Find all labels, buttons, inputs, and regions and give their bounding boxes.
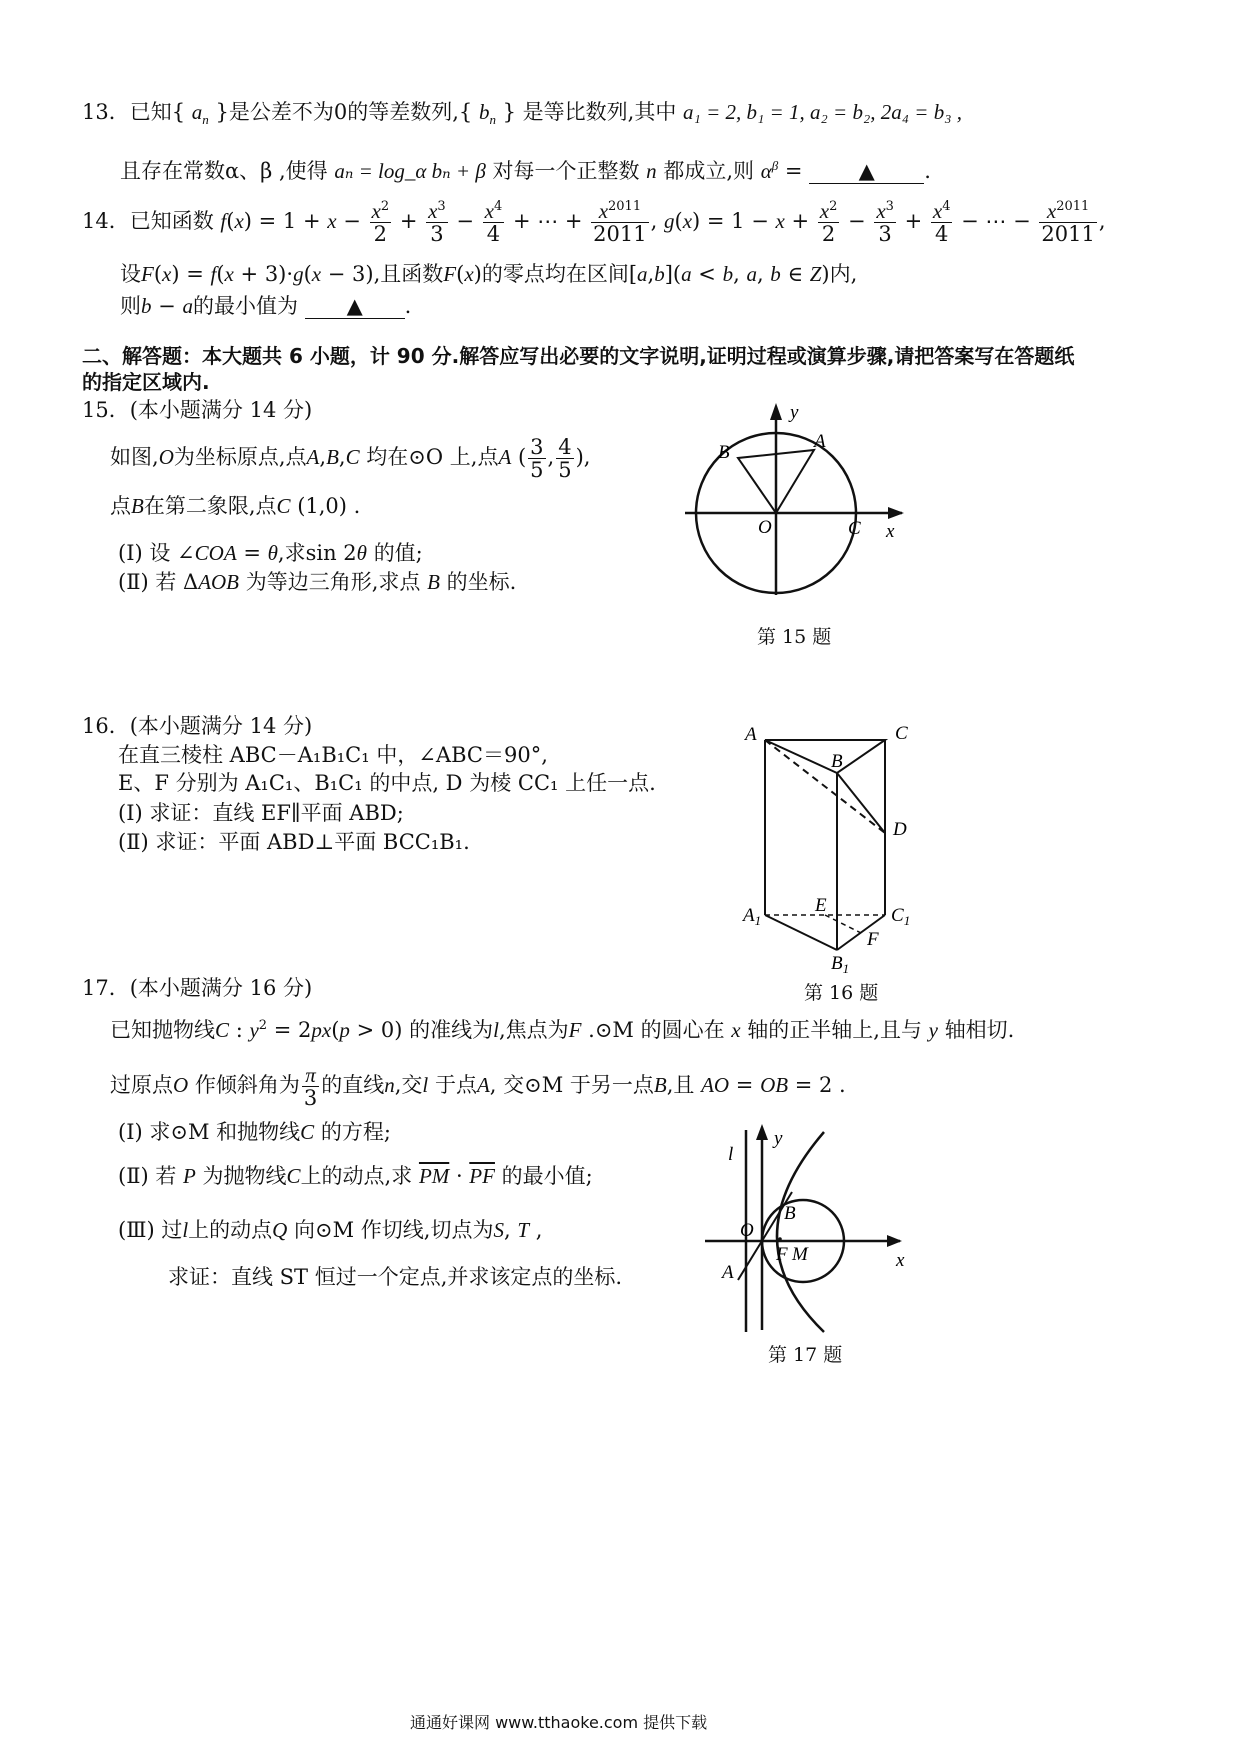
q17-label-A: A: [722, 1262, 734, 1283]
q16-figure: [735, 715, 925, 975]
q17-part1: (Ⅰ) 求⊙M 和抛物线C 的方程;: [118, 1120, 391, 1144]
q17-label-M: M: [792, 1244, 808, 1265]
q17-caption: 第 17 题: [768, 1344, 843, 1366]
q17-part4: 求证：直线 ST 恒过一个定点,并求该定点的坐标.: [168, 1265, 623, 1289]
q16-label-F: F: [867, 929, 879, 950]
q16-label-E: E: [815, 895, 827, 916]
q15-part2: (Ⅱ) 若 ΔAOB 为等边三角形,求点 B 的坐标.: [118, 570, 517, 594]
q17-label-F: F: [776, 1244, 788, 1265]
q13-answer-blank[interactable]: ▲: [809, 159, 924, 184]
q16-line1: 在直三棱柱 ABC－A₁B₁C₁ 中，∠ABC＝90°,: [118, 743, 548, 767]
q15-caption: 第 15 题: [757, 626, 832, 648]
q15-label-x: x: [886, 521, 895, 542]
q13-line2: 且存在常数α、β ,使得 aₙ = log_α bₙ + β 对每一个正整数 n 都成立,则 $\alpha^\beta$ = ▲ .: [120, 158, 931, 183]
q15-label-C: C: [848, 518, 861, 539]
section-2-heading-cont: 的指定区域内.: [82, 370, 210, 394]
q15-label-O: O: [758, 517, 772, 538]
q14-line3: 则b − a的最小值为 ▲ .: [120, 294, 412, 318]
q15-label-B: B: [718, 442, 730, 463]
q13-number: 13．: [82, 100, 130, 124]
q15-label-A: A: [814, 431, 826, 452]
q15-header: 15．(本小题满分 14 分): [82, 398, 313, 422]
q17-header: 17．(本小题满分 16 分): [82, 976, 313, 1000]
q16-label-C1: $C_1$: [891, 905, 911, 928]
q16-header: 16．(本小题满分 14 分): [82, 714, 313, 738]
q17-line1: 已知抛物线C : $y^2 = 2px(p > 0)$ 的准线为l,焦点为F .⊙M 的圆心在 x 轴的正半轴上,且与 y 轴相切.: [110, 1018, 1015, 1042]
q17-part2: (Ⅱ) 若 P 为抛物线C上的动点,求 $\overline{PM} \cdot \overline{PF}$ 的最小值;: [118, 1164, 593, 1188]
q14-line2: 设F(x) = f(x + 3)·g(x − 3),且函数F(x)的零点均在区间[a,b](a < b, a, b ∈ Z)内,: [120, 262, 858, 286]
q16-label-B1: $B_1$: [831, 953, 850, 975]
q17-part3: (Ⅲ) 过l上的动点Q 向⊙M 作切线,切点为S, T ,: [118, 1218, 543, 1242]
q16-label-B: B: [831, 751, 843, 772]
q13-line1: 13．已知{ $a_n$ }是公差不为0的等差数列,{ $b_n$ } 是等比数列,其中 a₁ = 2, b₁ = 1, a₂ = b₂, 2a₄ = b₃ ,: [82, 100, 963, 128]
q17-label-O: O: [740, 1220, 754, 1241]
q17-label-x: x: [896, 1250, 905, 1271]
q16-label-C: C: [895, 723, 908, 744]
q16-caption: 第 16 题: [804, 982, 879, 1004]
q14-answer-blank[interactable]: ▲: [305, 294, 405, 319]
q15-part1: (Ⅰ) 设 ∠COA = θ,求sin 2θ 的值;: [118, 541, 423, 565]
q15-line1: 如图,O为坐标原点,点A,B,C 均在⊙O 上,点A ( $\frac{3}{5}$ , $\frac{4}{5}$ ),: [110, 435, 591, 483]
q17-label-l: l: [728, 1144, 734, 1165]
page-footer: 通通好课网 www.tthaoke.com 提供下载: [410, 1713, 708, 1732]
q17-label-y: y: [774, 1128, 783, 1149]
q14-line1: 14．已知函数 f(x) = 1 + x − $\frac{x^2}{2}$ + $\frac{x^3}{3}$ − $\frac{x^4}{4}$ + ⋯ + $\frac{x^{2011}}{2011}$ , g(x) = 1 − x + $\frac{x^2}{2}$ − $\frac{x^3}{3}$ + $\frac{x^4}{4}$ − ⋯ − $\frac{x^{2011}}{2011}$ ,: [82, 199, 1106, 247]
q16-label-D: D: [893, 819, 907, 840]
q16-label-A: A: [745, 724, 757, 745]
section-2-heading: 二、解答题：本大题共 6 小题，计 90 分.解答应写出必要的文字说明,证明过程或演算步骤,请把答案写在答题纸: [82, 344, 1075, 368]
q15-label-y: y: [790, 402, 799, 423]
q16-label-A1: $A_1$: [743, 905, 762, 928]
q17-label-B: B: [784, 1203, 796, 1224]
q17-line2: 过原点O 作倾斜角为 $\frac{\pi}{3}$ 的直线n,交l 于点A, 交⊙M 于另一点B,且 AO = OB = 2 .: [110, 1063, 846, 1111]
q15-line2: 点B在第二象限,点C (1,0) .: [110, 494, 361, 518]
q13-formula: aₙ = log_α bₙ + β: [334, 159, 486, 183]
q15-figure: [680, 395, 920, 610]
q16-line2: E、F 分别为 A₁C₁、B₁C₁ 的中点, D 为棱 CC₁ 上任一点.: [118, 771, 656, 795]
q16-part1: (Ⅰ) 求证：直线 EF∥平面 ABD;: [118, 801, 404, 825]
q14-number: 14．: [82, 209, 130, 234]
q17-figure: [700, 1120, 920, 1340]
q13-conditions: a₁ = 2, b₁ = 1, a₂ = b₂, 2a₄ = b₃ ,: [683, 100, 963, 124]
q16-part2: (Ⅱ) 求证：平面 ABD⊥平面 BCC₁B₁.: [118, 830, 470, 854]
